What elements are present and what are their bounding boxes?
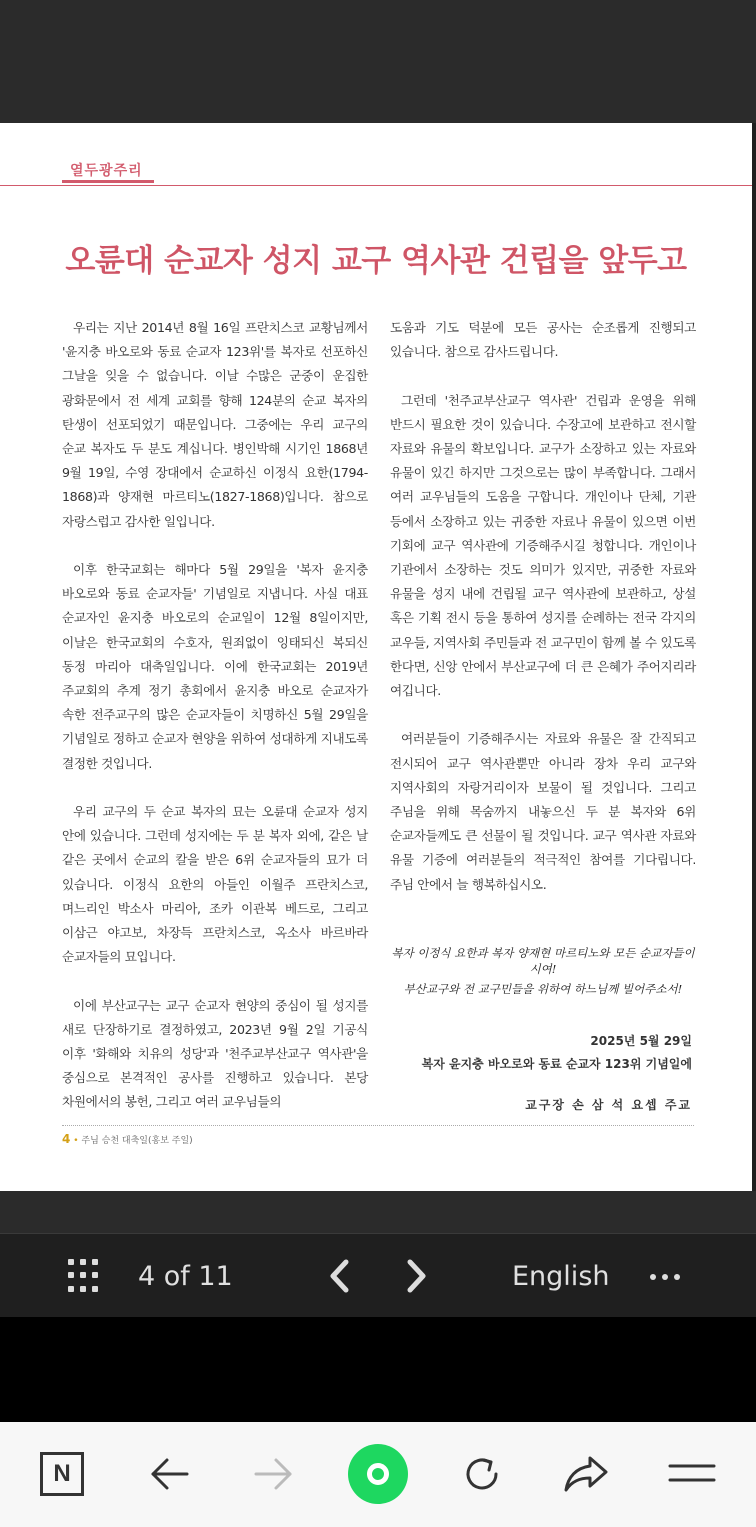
- more-icon[interactable]: [650, 1262, 690, 1292]
- language-button[interactable]: English: [512, 1261, 610, 1292]
- forward-arrow-icon[interactable]: [244, 1444, 304, 1504]
- share-icon[interactable]: [556, 1444, 616, 1504]
- home-dot-icon: [348, 1444, 408, 1504]
- footer-text: 주님 승천 대축일(홍보 주일): [81, 1136, 193, 1146]
- footer-bullet: •: [73, 1136, 79, 1146]
- left-column: [62, 316, 368, 1139]
- signature-date: 2025년 5월 29일: [590, 1034, 692, 1048]
- section-divider: [0, 185, 752, 186]
- page-indicator: 4 of 11: [138, 1261, 233, 1292]
- footer-divider: [62, 1125, 694, 1126]
- paragraph: 여러분들이 기증해주시는 자료와 유물은 잘 간직되고 전시되어 교구 역사관뿐만 아니라 장차 우리 교구와 지역사회의 자랑거리이자 보물이 될 것입니다. 그리고 주님을 위해 목숨까지 내놓으신 두 분 복자와 6위 순교자들께도 큰 선물이 될 것입니다. 교구 역사관 자료와 유물 기증에 여러분들의 적극적인 참여를 기다립니다. 주님 안에서 늘 행복하십시오.: [390, 731, 696, 892]
- blank-area: [0, 1317, 756, 1422]
- article-headline: 오륜대 순교자 성지 교구 역사관 건립을 앞두고: [65, 243, 687, 279]
- section-label: 열두광주리: [70, 163, 143, 179]
- home-dot-button[interactable]: [348, 1444, 408, 1504]
- page-footer: [62, 1132, 193, 1146]
- back-arrow-icon[interactable]: [139, 1444, 199, 1504]
- right-column: [390, 316, 696, 921]
- naver-home-button[interactable]: [32, 1444, 92, 1504]
- pdf-page: [0, 123, 752, 1191]
- chevron-left-icon[interactable]: [320, 1256, 360, 1296]
- prayer-line: 복자 이정식 요한과 복자 양재현 마르티노와 모든 순교자들이시여!: [391, 946, 695, 976]
- grid-view-icon[interactable]: [68, 1259, 102, 1293]
- naver-logo-icon: N: [40, 1452, 84, 1496]
- pdf-viewer-toolbar: [0, 1233, 756, 1317]
- viewer-gap: [0, 1191, 756, 1233]
- chevron-right-icon[interactable]: [396, 1256, 436, 1296]
- paragraph: 이에 부산교구는 교구 순교자 현양의 중심이 될 성지를 새로 단장하기로 결정하였고, 2023년 9월 2일 기공식 이후 '화해와 치유의 성당'과 '천주교부산교구 역사관'을 중심으로 본격적인 공사를 진행하고 있습니다. 본당 차원에서의 봉헌, 그리고 여러 교우님들의: [62, 997, 368, 1110]
- paragraph: 이후 한국교회는 해마다 5월 29일을 '복자 윤지충 바오로와 동료 순교자들' 기념일로 지냅니다. 사실 대표 순교자인 윤지충 바오로의 순교일이 12월 8일이지만, 이날은 한국교회의 수호자, 원죄없이 잉태되신 복되신 동정 마리아 대축일입니다. 이에 한국교회는 2019년 주교회의 추계 정기 총회에서 윤지충 바오로 순교자가 속한 전주교구의 많은 순교자들이 치명하신 5월 29일을 기념일로 정하고 순교자 현양을 위하여 성대하게 지내도록 결정한 것입니다.: [62, 562, 368, 771]
- paragraph: 우리 교구의 두 순교 복자의 묘는 오륜대 순교자 성지 안에 있습니다. 그런데 성지에는 두 분 복자 외에, 같은 날 같은 곳에서 순교의 칼을 받은 6위 순교자들의 묘가 더 있습니다. 이정식 요한의 아들인 이월주 프란치스코, 며느리인 박소사 마리아, 조카 이관복 베드로, 그리고 이삼근 야고보, 차장득 프란치스코, 옥소사 바르바라 순교자들의 묘입니다.: [62, 804, 368, 965]
- signature-name: 교구장 손 삼 석 요셉 주교: [525, 1098, 692, 1112]
- browser-bottom-bar: [0, 1422, 756, 1527]
- reload-icon[interactable]: [452, 1444, 512, 1504]
- prayer-line: 부산교구와 전 교구민들을 위하여 하느님께 빌어주소서!: [403, 982, 683, 996]
- signature-occasion: 복자 윤지충 바오로와 동료 순교자 123위 기념일에: [421, 1057, 692, 1071]
- section-label-underline: [62, 180, 154, 183]
- top-status-area: [0, 0, 756, 123]
- menu-icon[interactable]: [662, 1444, 722, 1504]
- paragraph: 그런데 '천주교부산교구 역사관' 건립과 운영을 위해 반드시 필요한 것이 있습니다. 수장고에 보관하고 전시할 자료와 유물의 확보입니다. 교구가 소장하고 있는 자료와 유물이 있긴 하지만 그것으로는 많이 부족합니다. 그래서 여러 교우님들의 도움을 구합니다. 개인이나 단체, 기관 등에서 소장하고 있는 귀중한 자료나 유물이 있으면 이번 기회에 교구 역사관에 기증해주시길 청합니다. 개인이나 기관에서 소장하는 것도 의미가 있지만, 귀중한 자료와 유물을 성지 내에 건립될 교구 역사관에 보관하고, 상설 혹은 기획 전시 등을 통하여 성지를 순례하는 전국 각지의 교우들, 지역사회 주민들과 전 교구민이 함께 볼 수 있도록 한다면, 신앙 안에서 부산교구에 더 큰 은혜가 주어지리라 여깁니다.: [390, 392, 696, 699]
- page-edge: [752, 123, 756, 1191]
- footer-page-number: 4: [62, 1132, 71, 1146]
- paragraph: 도움과 기도 덕분에 모든 공사는 순조롭게 진행되고 있습니다. 참으로 감사드립니다.: [390, 320, 696, 360]
- paragraph: 우리는 지난 2014년 8월 16일 프란치스코 교황님께서 '윤지충 바오로와 동료 순교자 123위'를 복자로 선포하신 그날을 잊을 수 없습니다. 이날 수많은 군중이 운집한 광화문에서 전 세계 교회를 향해 124분의 순교 복자의 탄생이 선포되었기 때문입니다. 그중에는 우리 교구의 순교 복자도 두 분도 계십니다. 병인박해 시기인 1868년 9월 19일, 수영 장대에서 순교하신 이정식 요한(1794-1868)과 양재현 마르티노(1827-1868)입니다. 참으로 자랑스럽고 감사한 일입니다.: [62, 320, 368, 529]
